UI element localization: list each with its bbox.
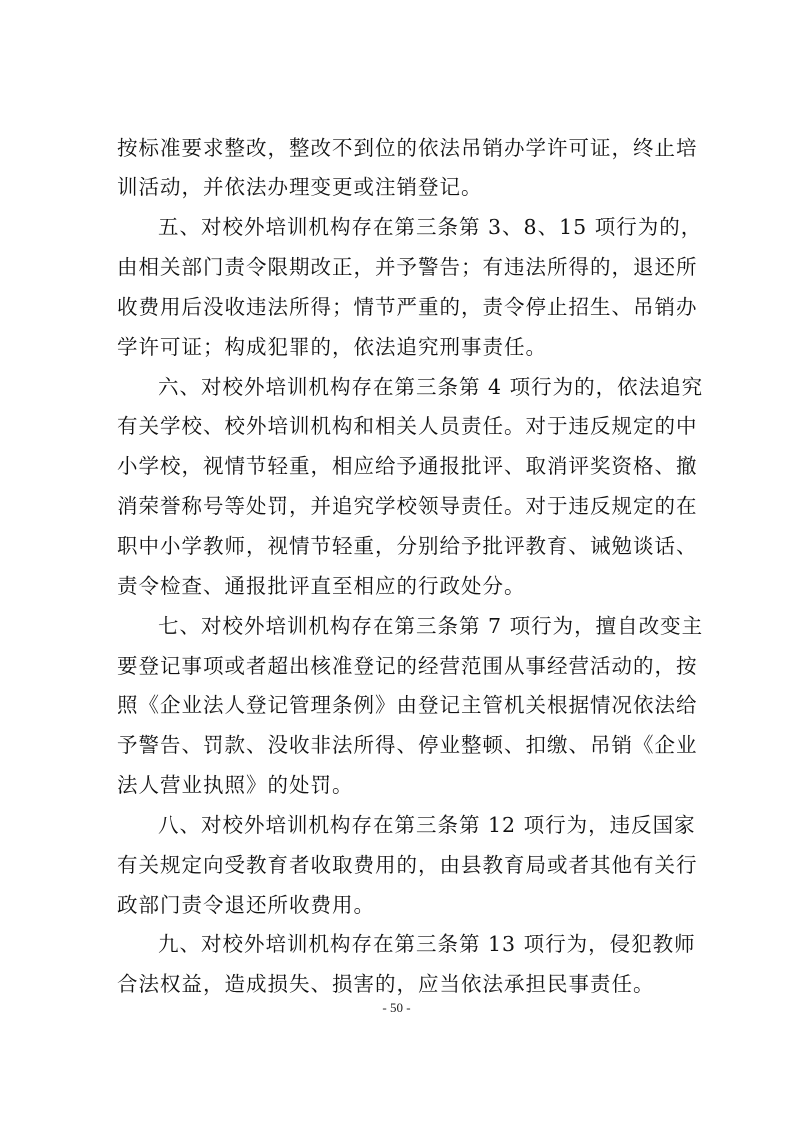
paragraph-6-start: 六、对校外培训机构存在第三条第 4 项行为的，依法追究 bbox=[158, 375, 704, 399]
text-line: 予警告、罚款、没收非法所得、停业整顿、扣缴、吊销《企业 bbox=[117, 733, 698, 757]
text-line: 要登记事项或者超出核准登记的经营范围从事经营活动的，按 bbox=[117, 654, 698, 678]
text-line: 责令检查、通报批评直至相应的行政处分。 bbox=[117, 574, 526, 598]
text-line: 小学校，视情节轻重，相应给予通报批评、取消评奖资格、撤 bbox=[117, 454, 698, 478]
text-line: 训活动，并依法办理变更或注销登记。 bbox=[117, 175, 483, 199]
text-line: 有关规定向受教育者收取费用的，由县教育局或者其他有关行 bbox=[117, 853, 698, 877]
text-line: 合法权益，造成损失、损害的，应当依法承担民事责任。 bbox=[117, 972, 655, 996]
text-line: 政部门责令退还所收费用。 bbox=[117, 893, 375, 917]
text-line: 按标准要求整改，整改不到位的依法吊销办学许可证，终止培 bbox=[117, 136, 698, 160]
text-line: 由相关部门责令限期改正，并予警告；有违法所得的，退还所 bbox=[117, 255, 698, 279]
paragraph-9-start: 九、对校外培训机构存在第三条第 13 项行为，侵犯教师 bbox=[158, 932, 696, 956]
text-line: 消荣誉称号等处罚，并追究学校领导责任。对于违反规定的在 bbox=[117, 494, 698, 518]
text-line: 有关学校、校外培训机构和相关人员责任。对于违反规定的中 bbox=[117, 414, 698, 438]
text-line: 职中小学教师，视情节轻重，分别给予批评教育、诫勉谈话、 bbox=[117, 534, 698, 558]
text-line: 照《企业法人登记管理条例》由登记主管机关根据情况依法给 bbox=[117, 693, 698, 717]
paragraph-8-start: 八、对校外培训机构存在第三条第 12 项行为，违反国家 bbox=[158, 813, 696, 837]
paragraph-5-start: 五、对校外培训机构存在第三条第 3、8、15 项行为的， bbox=[158, 215, 703, 239]
text-line: 学许可证；构成犯罪的，依法追究刑事责任。 bbox=[117, 335, 547, 359]
paragraph-7-start: 七、对校外培训机构存在第三条第 7 项行为，擅自改变主 bbox=[158, 614, 704, 638]
text-line: 收费用后没收违法所得；情节严重的，责令停止招生、吊销办 bbox=[117, 295, 698, 319]
page-number: - 50 - bbox=[382, 1000, 411, 1015]
text-line: 法人营业执照》的处罚。 bbox=[117, 773, 354, 797]
